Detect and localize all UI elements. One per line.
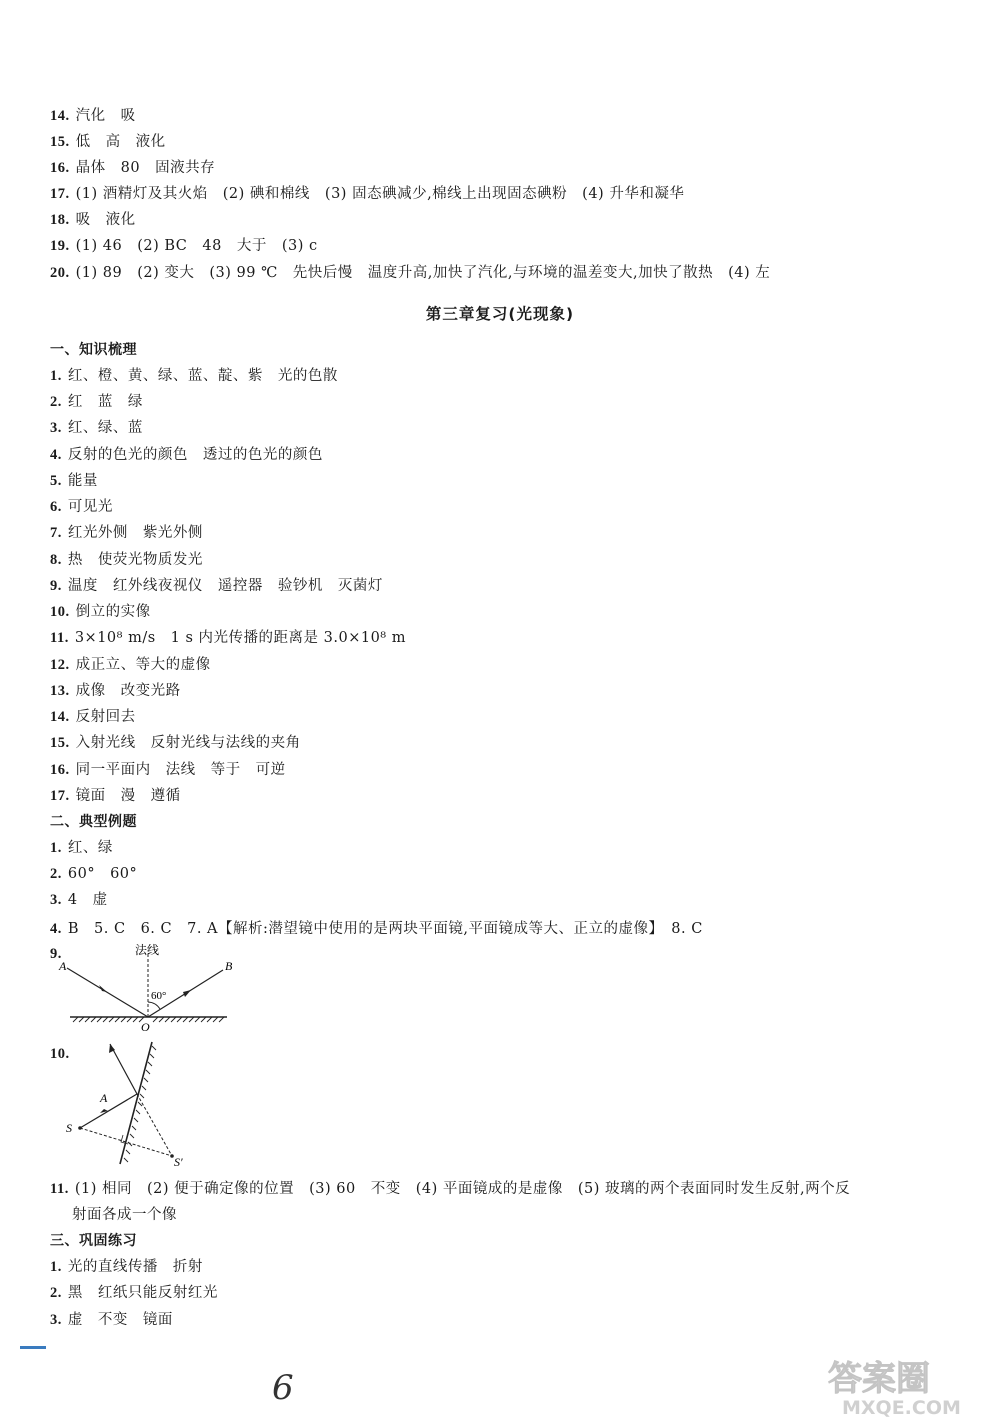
answer-line: 1. 红、橙、黄、绿、蓝、靛、紫 光的色散 [50, 368, 338, 384]
answer-line: 17. (1) 酒精灯及其火焰 (2) 碘和棉线 (3) 固态碘减少,棉线上出现固态碘粉 (4) 升华和凝华 [50, 186, 685, 202]
answer-line: 1. 光的直线传播 折射 [50, 1259, 203, 1275]
answer-line: 12. 成正立、等大的虚像 [50, 657, 211, 673]
answer-line: 3. 4 虚 [50, 892, 108, 908]
answer-line: 2. 黑 红纸只能反射红光 [50, 1285, 218, 1301]
answer-line: 13. 成像 改变光路 [50, 683, 181, 699]
figure-9-number: 9. [50, 946, 62, 962]
answer-line: 3. 虚 不变 镜面 [50, 1312, 173, 1328]
watermark-top: 答案圈 [828, 1359, 930, 1399]
answer-line: 4. 反射的色光的颜色 透过的色光的颜色 [50, 447, 323, 463]
image-s-prime-label: S′ [174, 1155, 183, 1169]
reflection-diagram-9 [55, 942, 245, 1032]
answer-line: 7. 红光外侧 紫光外侧 [50, 525, 203, 541]
answer-line: 9. 温度 红外线夜视仪 遥控器 验钞机 灭菌灯 [50, 578, 383, 594]
answer-line: 20. (1) 89 (2) 变大 (3) 99 ℃ 先快后慢 温度升高,加快了汽化,与环境的温差变大,加快了散热 (4) 左 [50, 265, 771, 281]
corner-mark [20, 1346, 46, 1349]
angle-label: 60° [151, 990, 167, 1002]
answer-line: 19. (1) 46 (2) BC 48 大于 (3) c [50, 238, 318, 254]
answer-line-continued: 射面各成一个像 [72, 1207, 177, 1223]
answer-line: 2. 60° 60° [50, 866, 138, 882]
answer-line: 11. 3×10⁸ m/s 1 s 内光传播的距离是 3.0×10⁸ m [50, 630, 406, 646]
page-number: 6 [272, 1368, 294, 1408]
answer-line: 14. 反射回去 [50, 709, 136, 725]
point-o-label: O [141, 1020, 150, 1032]
point-b-label: B [225, 959, 233, 973]
figure-10-number: 10. [50, 1046, 70, 1062]
answer-line: 4. B 5. C 6. C 7. A【解析:潜望镜中使用的是两块平面镜,平面镜成等大、正立的虚像】 8. C [50, 921, 703, 937]
answer-line: 16. 同一平面内 法线 等于 可逆 [50, 762, 286, 778]
source-s-label: S [66, 1121, 72, 1135]
chapter-title: 第三章复习(光现象) [425, 305, 575, 323]
point-a-label: A [59, 959, 67, 973]
section-heading: 二、典型例题 [50, 814, 137, 830]
answer-line: 1. 红、绿 [50, 840, 113, 856]
answer-line: 6. 可见光 [50, 499, 113, 515]
mirror-image-diagram-10 [60, 1038, 200, 1170]
watermark-logo [820, 1352, 995, 1418]
section-heading: 三、巩固练习 [50, 1233, 137, 1249]
answer-line: 15. 低 高 液化 [50, 134, 166, 150]
answer-line: 18. 吸 液化 [50, 212, 136, 228]
watermark-bottom: MXQE.COM [842, 1397, 961, 1418]
answer-line: 3. 红、绿、蓝 [50, 420, 143, 436]
point-a-label: A [100, 1091, 108, 1105]
answer-line: 2. 红 蓝 绿 [50, 394, 143, 410]
section-heading: 一、知识梳理 [50, 342, 137, 358]
answer-line: 17. 镜面 漫 遵循 [50, 788, 181, 804]
answer-line: 14. 汽化 吸 [50, 108, 136, 124]
answer-line: 5. 能量 [50, 473, 98, 489]
normal-label: 法线 [135, 943, 160, 957]
answer-line: 15. 入射光线 反射光线与法线的夹角 [50, 735, 301, 751]
answer-line: 10. 倒立的实像 [50, 604, 151, 620]
answer-line: 8. 热 使荧光物质发光 [50, 552, 203, 568]
answer-line: 16. 晶体 80 固液共存 [50, 160, 216, 176]
answer-line: 11. (1) 相同 (2) 便于确定像的位置 (3) 60 不变 (4) 平面镜成的是虚像 (5) 玻璃的两个表面同时发生反射,两个反 [50, 1181, 851, 1197]
